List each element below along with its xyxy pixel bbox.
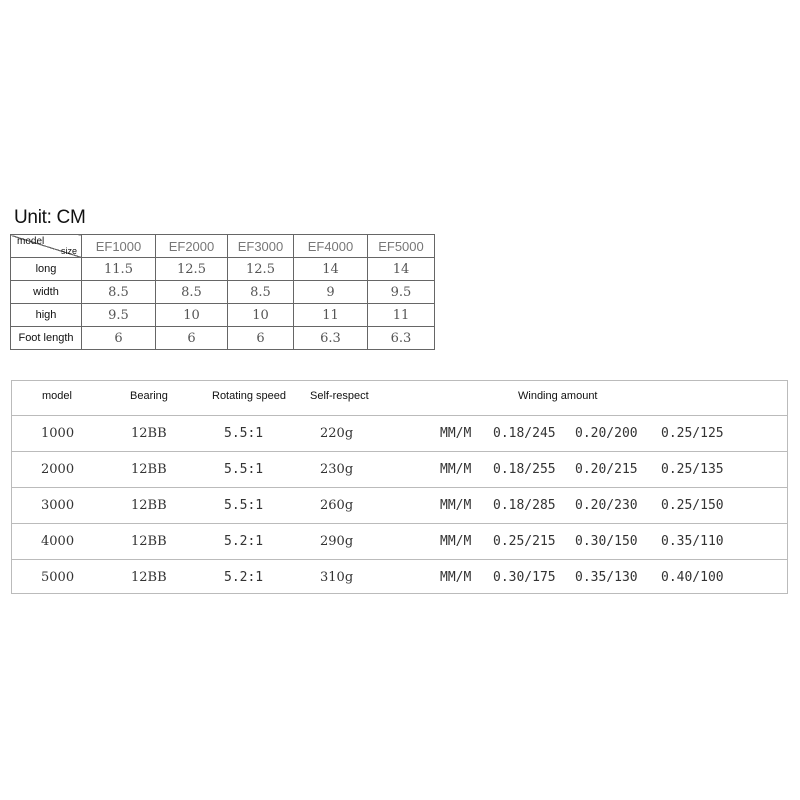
bearing-cell: 12BB [131,498,167,513]
size-row-high [11,304,435,327]
unit-title: Unit: CM [14,207,86,228]
winding-cell: 0.40/100 [661,570,724,585]
table-cell: 6.3 [368,327,435,350]
bearing-cell: 12BB [131,570,167,585]
winding-cell: 0.20/215 [575,462,638,477]
table-row [12,523,787,560]
winding-cell: 0.25/150 [661,498,724,513]
weight-cell: 290g [320,534,354,549]
unit-cell: MM/M [440,498,472,513]
model-cell: 4000 [41,534,75,549]
table-cell: 9.5 [368,281,435,304]
table-cell: 9 [294,281,368,304]
table-row [12,415,787,452]
winding-cell: 0.18/255 [493,462,556,477]
model-cell: 5000 [41,570,75,585]
winding-cell: 0.18/285 [493,498,556,513]
table-cell: 12.5 [228,258,294,281]
table-cell: 11.5 [82,258,156,281]
table-cell: 9.5 [82,304,156,327]
weight-cell: 260g [320,498,354,513]
table-cell: 12.5 [156,258,228,281]
table-cell: 8.5 [156,281,228,304]
speed-cell: 5.2:1 [224,534,264,549]
table-cell: 14 [368,258,435,281]
winding-cell: 0.35/130 [575,570,638,585]
header-winding-amount: Winding amount [518,390,598,402]
spec-table [11,380,788,594]
row-label: high [11,304,82,327]
table-cell: 10 [156,304,228,327]
size-row-width [11,281,435,304]
size-table-header-row [11,235,435,258]
winding-cell: 0.35/110 [661,534,724,549]
table-row [12,487,787,524]
corner-size-label: size [60,246,77,256]
row-label: long [11,258,82,281]
header-rotating-speed: Rotating speed [212,390,286,402]
winding-cell: 0.20/200 [575,426,638,441]
unit-cell: MM/M [440,534,472,549]
unit-cell: MM/M [440,426,472,441]
size-row-long [11,258,435,281]
table-cell: 11 [294,304,368,327]
table-row [12,559,787,596]
table-cell: 6 [82,327,156,350]
column-header: EF3000 [228,235,294,258]
header-bearing: Bearing [130,390,168,402]
table-cell: 11 [368,304,435,327]
row-label: Foot length [11,327,82,350]
winding-cell: 0.30/150 [575,534,638,549]
header-self-respect: Self-respect [310,390,369,402]
size-row-foot-length [11,327,435,350]
column-header: EF2000 [156,235,228,258]
column-header: EF4000 [294,235,368,258]
size-table-corner [11,235,82,258]
column-header: EF1000 [82,235,156,258]
model-cell: 1000 [41,426,75,441]
weight-cell: 310g [320,570,354,585]
unit-cell: MM/M [440,570,472,585]
speed-cell: 5.5:1 [224,426,264,441]
table-cell: 10 [228,304,294,327]
winding-cell: 0.25/125 [661,426,724,441]
table-cell: 6 [156,327,228,350]
winding-cell: 0.30/175 [493,570,556,585]
table-cell: 8.5 [228,281,294,304]
table-cell: 6.3 [294,327,368,350]
weight-cell: 230g [320,462,354,477]
table-cell: 6 [228,327,294,350]
table-cell: 8.5 [82,281,156,304]
table-cell: 14 [294,258,368,281]
speed-cell: 5.2:1 [224,570,264,585]
bearing-cell: 12BB [131,534,167,549]
speed-cell: 5.5:1 [224,462,264,477]
unit-cell: MM/M [440,462,472,477]
size-table [10,234,435,350]
bearing-cell: 12BB [131,426,167,441]
column-header: EF5000 [368,235,435,258]
row-label: width [11,281,82,304]
model-cell: 2000 [41,462,75,477]
speed-cell: 5.5:1 [224,498,264,513]
header-model: model [42,390,72,402]
winding-cell: 0.18/245 [493,426,556,441]
corner-model-label: model [17,236,45,247]
winding-cell: 0.25/135 [661,462,724,477]
winding-cell: 0.20/230 [575,498,638,513]
bearing-cell: 12BB [131,462,167,477]
winding-cell: 0.25/215 [493,534,556,549]
spec-header-row [12,381,787,417]
weight-cell: 220g [320,426,354,441]
table-row [12,451,787,488]
model-cell: 3000 [41,498,75,513]
